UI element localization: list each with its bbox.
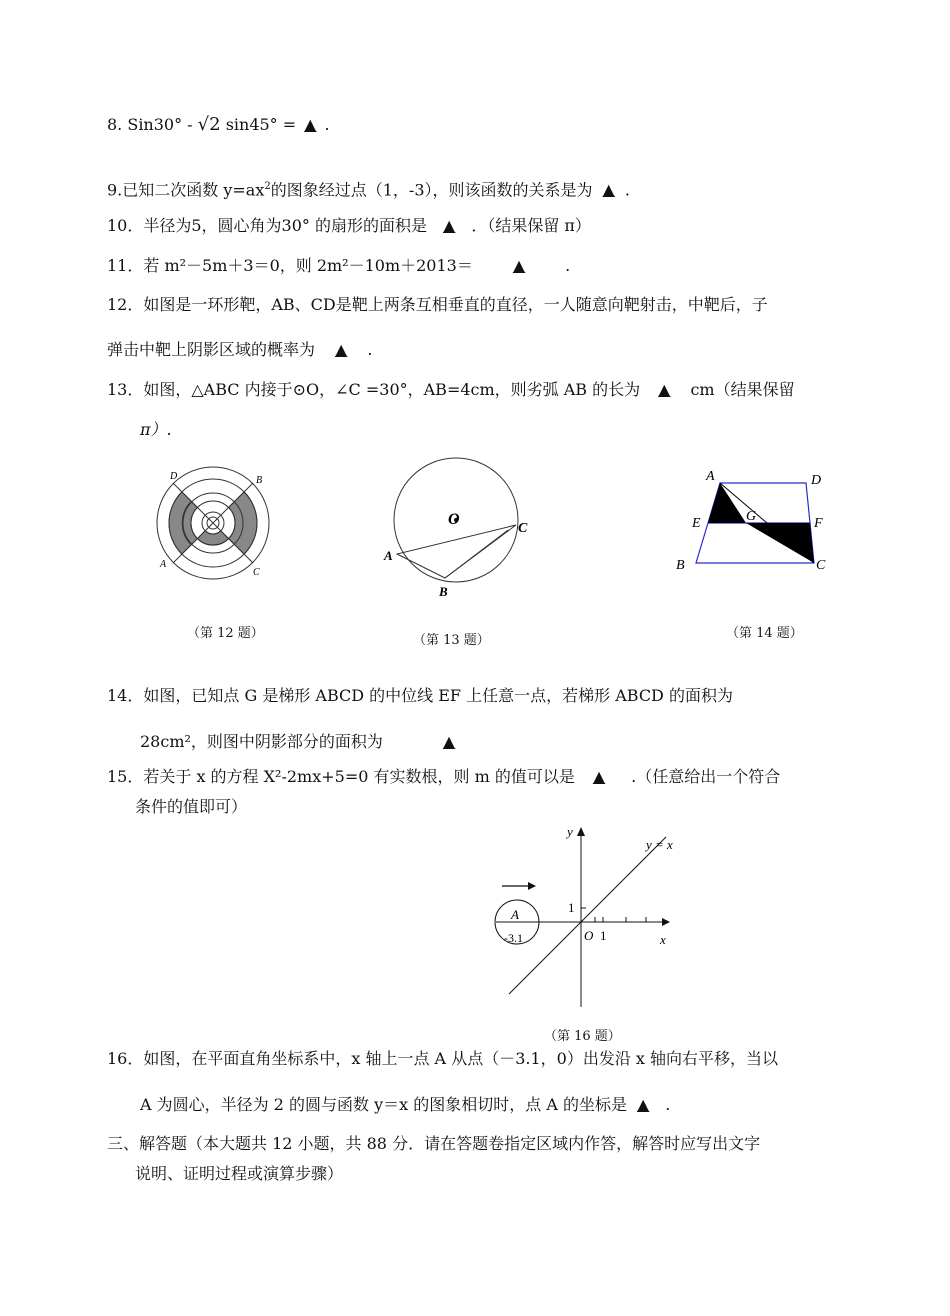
question-15-line1: 15．若关于 x 的方程 X²-2mx+5=0 有实数根，则 m 的值可以是 ▲ .（任意给出一个符合 [107,767,781,786]
figure-12-caption: （第 12 题） [187,626,264,641]
fig13-label-b: B [439,584,448,599]
fig13-label-a: A [384,548,393,563]
fig14-label-f: F [814,516,823,531]
sqrt-two: √2 [197,114,221,135]
answer-blank-10[interactable]: ▲ [443,216,456,235]
figure-14-caption: （第 14 题） [726,626,803,641]
fig12-label-a: A [160,559,167,570]
answer-blank-15[interactable]: ▲ [592,767,606,786]
question-16-line2: A 为圆心，半径为 2 的圆与函数 y＝x 的图象相切时，点 A 的坐标是 ▲ . [140,1095,671,1114]
answer-blank-9[interactable]: ▲ [602,180,615,200]
fig14-label-c: C [816,558,826,573]
question-13-line1: 13．如图，△ABC 内接于⊙O，∠C =30°，AB=4cm，则劣弧 AB 的长为 ▲ cm（结果保留 [107,380,795,399]
fig14-label-b: B [676,558,685,573]
fig12-label-b: B [256,475,263,486]
fig14-label-g: G [746,509,757,524]
question-9: 9.已知二次函数 $y=ax^2$的图象经过点（1，-3），则该函数的关系是为 ▲ . [107,180,630,200]
section-3-line1: 三、解答题（本大题共 12 小题，共 88 分．请在答题卷指定区域内作答，解答时应写出文字 [107,1134,761,1153]
question-14-line1: 14．如图，已知点 G 是梯形 ABCD 的中位线 EF 上任意一点，若梯形 ABCD 的面积为 [107,686,733,705]
answer-blank-16[interactable]: ▲ [636,1095,650,1114]
figure-16-caption: （第 16 题） [544,1029,621,1044]
figure-14-trapezoid [668,464,838,582]
fig12-label-d: D [170,471,178,482]
fig16-label-o: O [584,928,594,943]
fig16-label-one-x: 1 [600,928,607,943]
fig16-label-func: y = x [646,837,673,852]
figure-13-caption: （第 13 题） [413,633,490,648]
answer-blank-11[interactable]: ▲ [512,256,526,275]
answer-blank-14[interactable]: ▲ [442,732,456,751]
question-16-line1: 16．如图，在平面直角坐标系中，x 轴上一点 A 从点（－3.1，0）出发沿 x 轴向右平移，当以 [107,1049,779,1068]
figure-13-circle [380,442,540,602]
fig16-label-one-y: 1 [568,900,575,915]
fig14-label-e: E [692,516,701,531]
fig16-label-neg: -3.1 [504,931,523,945]
question-12-line2: 弹击中靶上阴影区域的概率为 ▲ . [107,340,373,359]
figure-16-coordinate [478,822,698,1012]
fig14-label-a: A [706,469,715,484]
fig14-label-d: D [811,473,822,488]
question-15-line2: 条件的值即可） [135,797,248,816]
answer-blank-8[interactable]: ▲ [304,115,317,134]
fig16-label-y: y [567,824,573,839]
question-10: 10．半径为5，圆心角为30° 的扇形的面积是 ▲ ．（结果保留 π） [107,216,591,235]
figure-12-target [150,465,280,585]
question-11: 11．若 m²－5m＋3＝0，则 2m²－10m＋2013＝ ▲ . [107,256,571,275]
fig12-label-c: C [253,567,260,578]
answer-blank-13[interactable]: ▲ [658,380,671,399]
question-8: 8. Sin30° - √2 sin45° = ▲ . [107,114,330,135]
answer-blank-12[interactable]: ▲ [335,340,348,359]
fig16-label-a: A [511,907,519,922]
question-12-line1: 12．如图是一环形靶，AB、CD是靶上两条互相垂直的直径，一人随意向靶射击，中靶后，子 [107,295,768,314]
question-13-line2: π）. [140,420,172,439]
fig13-label-c: C [518,521,528,536]
section-3-line2: 说明、证明过程或演算步骤） [135,1164,344,1183]
question-14-line2: 28cm²，则图中阴影部分的面积为 ▲ [140,731,519,753]
fig16-label-x: x [660,932,666,947]
fig13-label-o: O [448,511,460,528]
